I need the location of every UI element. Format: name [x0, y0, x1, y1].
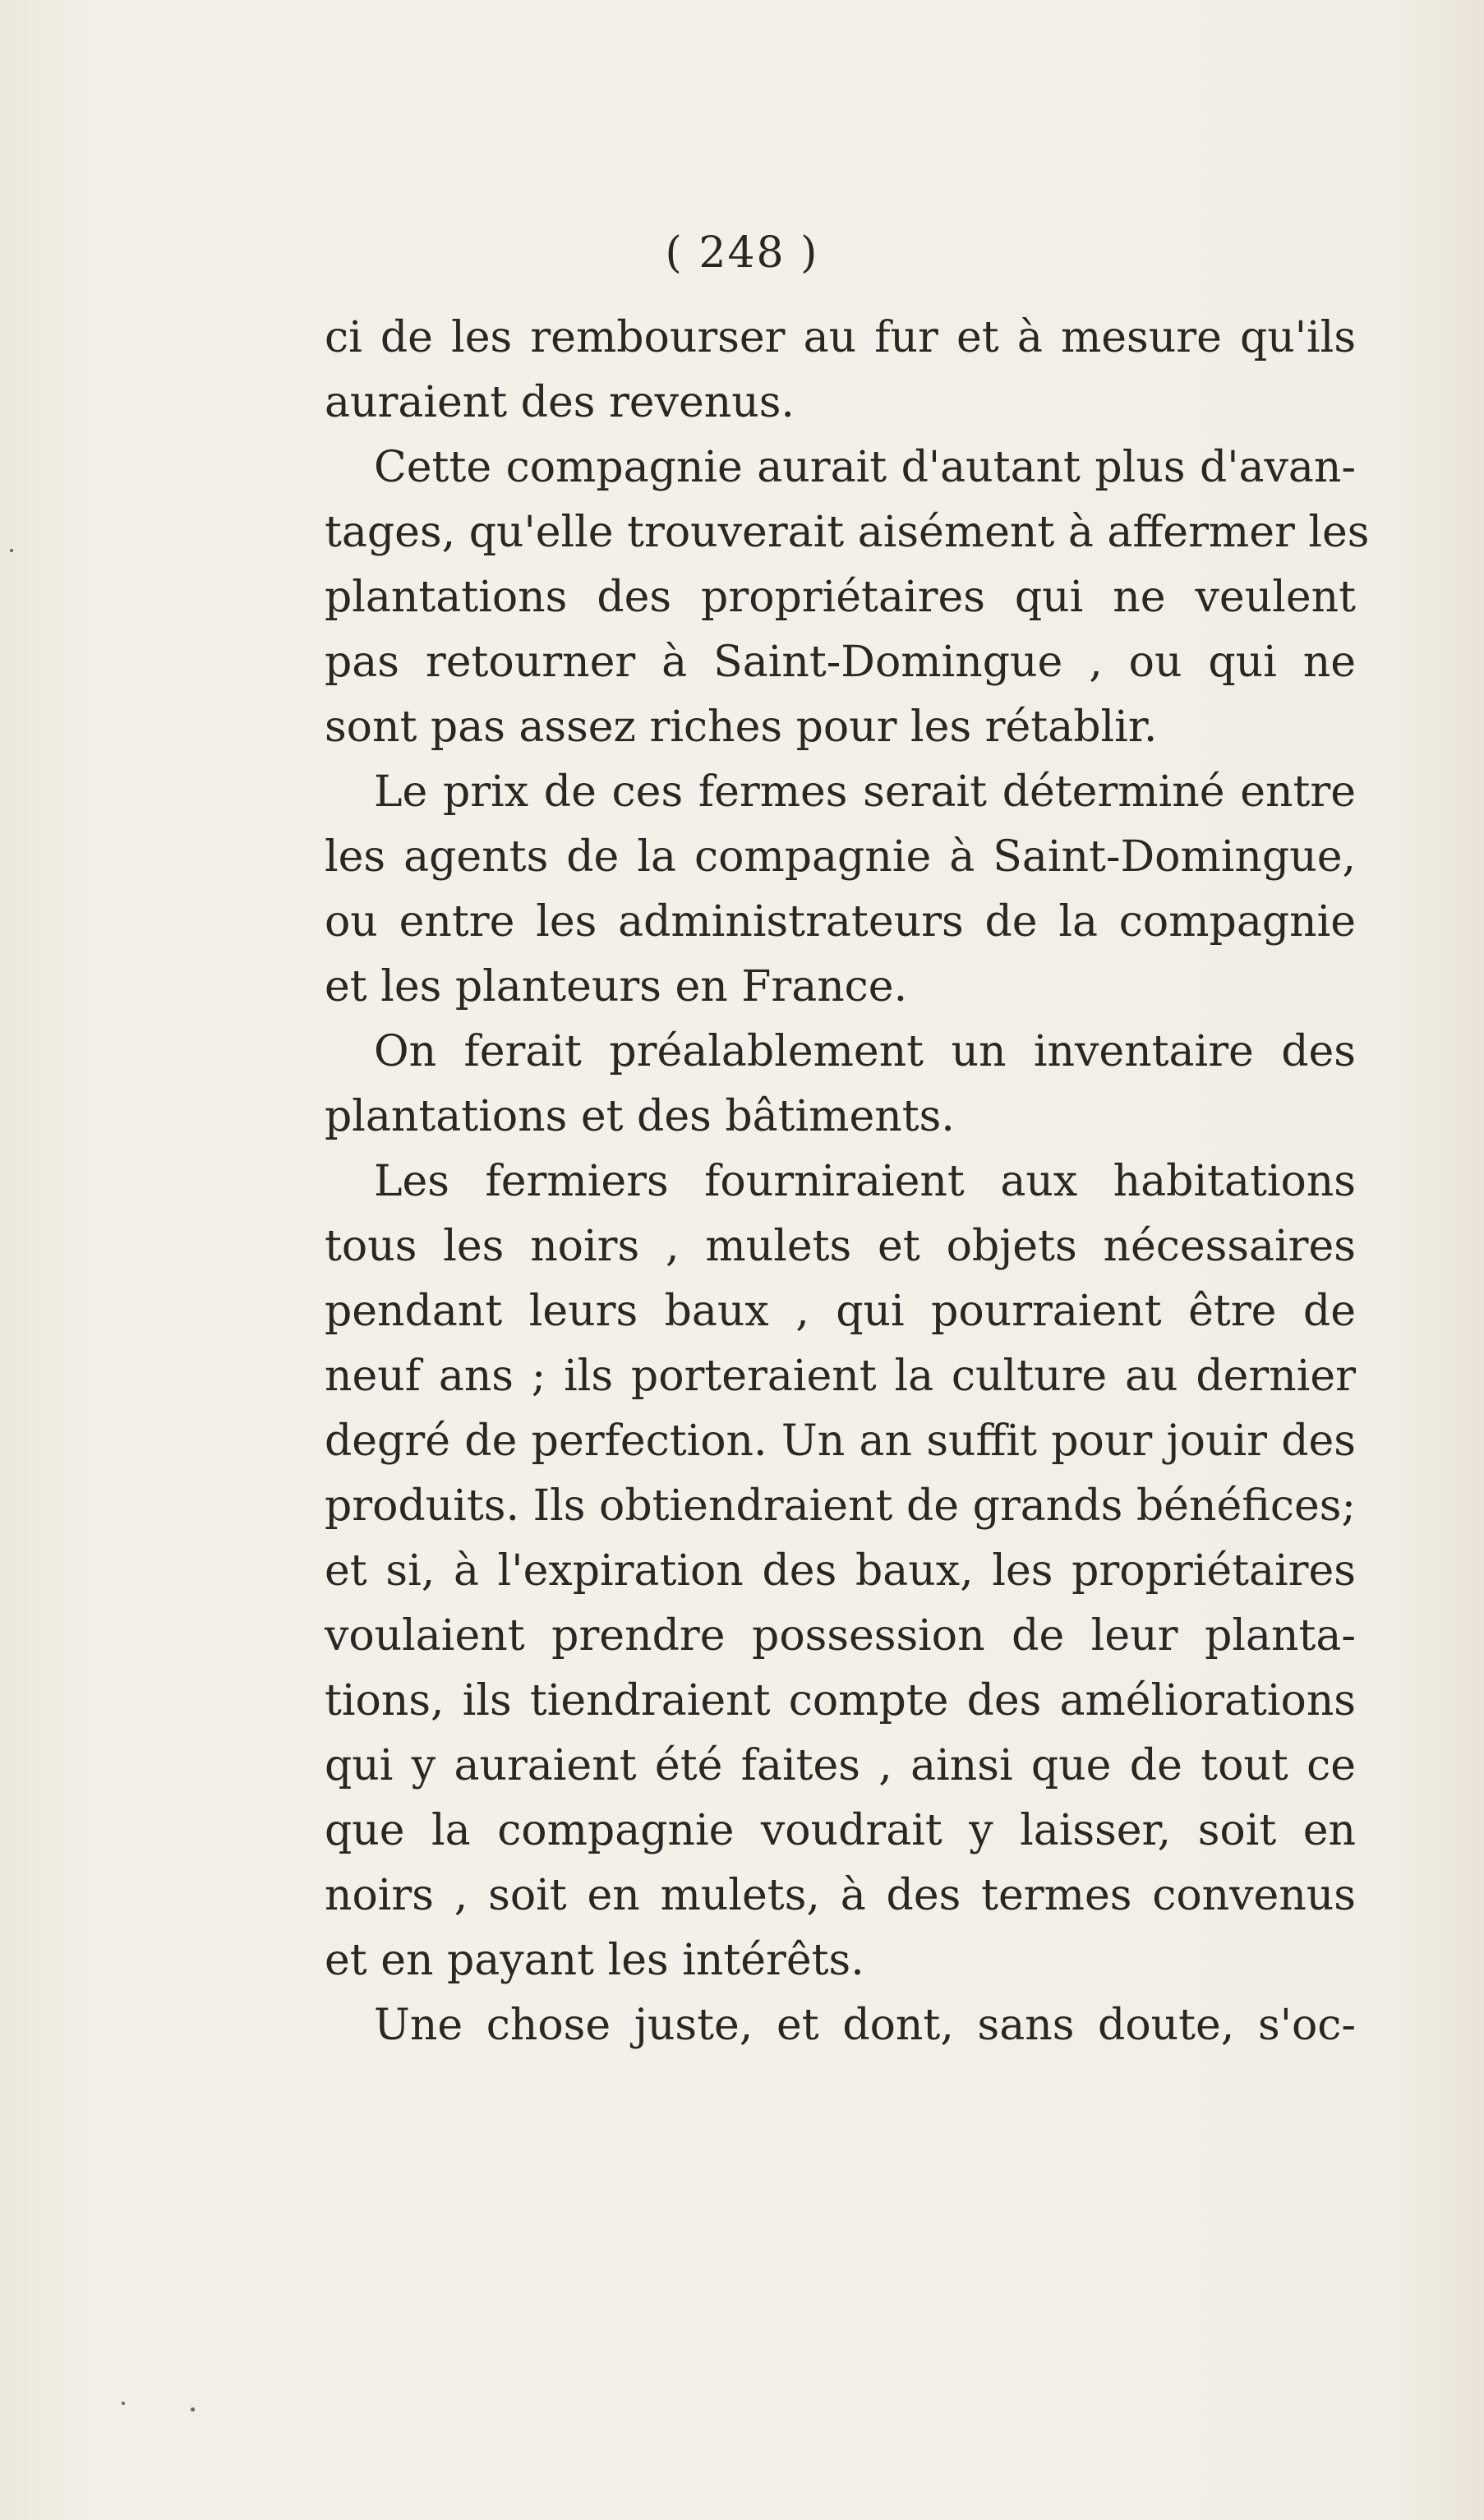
text-line: Cette compagnie aurait d'autant plus d'avan-	[374, 443, 1356, 492]
text-line: et si, à l'expiration des baux, les propriétaires	[325, 1546, 1356, 1596]
text-line: Le prix de ces fermes serait déterminé entre	[374, 767, 1356, 817]
paper-speck	[10, 549, 13, 552]
paper-speck	[191, 2407, 195, 2412]
text-line: neuf ans ; ils porteraient la culture au dernier	[325, 1352, 1356, 1401]
text-line: ci de les rembourser au fur et à mesure qu'ils	[325, 313, 1356, 362]
text-line: noirs , soit en mulets, à des termes convenus	[325, 1871, 1356, 1920]
text-line: ou entre les administrateurs de la compagnie	[325, 897, 1356, 947]
paper-speck	[122, 2402, 125, 2405]
text-line: auraient des revenus.	[325, 378, 795, 427]
text-line: produits. Ils obtiendraient de grands bénéfices;	[325, 1481, 1356, 1531]
text-line: et en payant les intérêts.	[325, 1936, 864, 1985]
text-line: Une chose juste, et dont, sans doute, s'oc-	[374, 2001, 1356, 2050]
text-line: tages, qu'elle trouverait aisément à affermer les	[325, 508, 1370, 557]
text-line: et les planteurs en France.	[325, 962, 908, 1011]
page-number: ( 248 )	[665, 228, 819, 278]
text-line: tions, ils tiendraient compte des améliorations	[325, 1676, 1356, 1725]
text-line: tous les noirs , mulets et objets nécessaires	[325, 1222, 1356, 1271]
text-line: que la compagnie voudrait y laisser, soit en	[325, 1806, 1356, 1855]
text-line: On ferait préalablement un inventaire des	[374, 1027, 1356, 1076]
text-line: les agents de la compagnie à Saint-Domingue,	[325, 832, 1356, 882]
text-line: plantations et des bâtiments.	[325, 1092, 955, 1141]
text-line: voulaient prendre possession de leur planta-	[325, 1611, 1356, 1661]
body-text	[325, 306, 1370, 2058]
text-line: sont pas assez riches pour les rétablir.	[325, 703, 1158, 752]
text-line: pendant leurs baux , qui pourraient être de	[325, 1287, 1356, 1336]
text-line: degré de perfection. Un an suffit pour jouir des	[325, 1417, 1356, 1466]
text-line: qui y auraient été faites , ainsi que de tout ce	[325, 1741, 1356, 1790]
text-line: pas retourner à Saint-Domingue , ou qui ne	[325, 638, 1356, 687]
text-line: Les fermiers fourniraient aux habitations	[374, 1157, 1356, 1206]
text-line: plantations des propriétaires qui ne veulent	[325, 573, 1356, 622]
